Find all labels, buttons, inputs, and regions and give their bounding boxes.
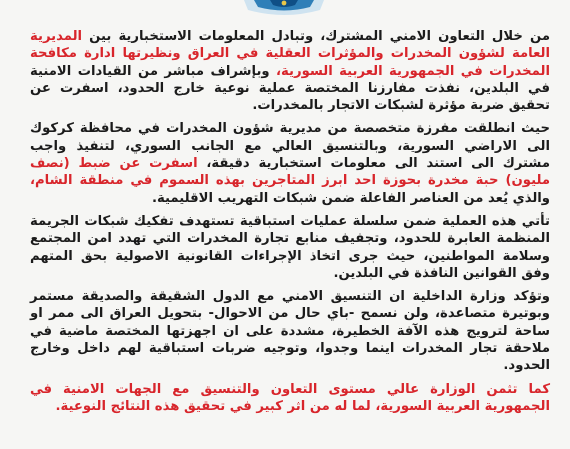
statement-paragraph	[30, 288, 550, 374]
highlighted-text: اسفرت عن ضبط (نصف مليون) حبة مخدرة بحوزة احد ابرز المتاجرين بهذه السموم في منطقة الشام،	[30, 156, 550, 189]
statement-paragraph	[30, 28, 550, 114]
body-text: من خلال التعاون الامني المشترك، وتبادل المعلومات الاستخبارية بين	[82, 29, 550, 44]
body-text: وبإشراف مباشر من القيادات الامنية في البلدين، نفذت مفارزنا المختصة عملية نوعية خارج الحدود، اسفرت عن تحقيق ضربة مؤثرة لشبكات الاتجار بالمخدرات.	[30, 63, 550, 114]
body-text: وتؤكد وزارة الداخلية ان التنسيق الامني مع الدول الشقيقة والصديقة مستمر وبوتيرة متصاعدة، ولن نسمح -باي حال من الاحوال- بتحويل العراق الى ممر او ساحة لترويج هذه الآفة الخطيرة، مشددة على ان اجهزتها المختصة ماضية في ملاحقة تجار المخدرات اينما وجدوا، وتوجيه ضربات استباقية لهم داخل وخارج الحدود.	[30, 289, 550, 374]
statement-paragraph	[30, 120, 550, 206]
body-text: تأتي هذه العملية ضمن سلسلة عمليات استباقية تستهدف تفكيك شبكات الجريمة المنظمة العابرة للحدود، وتجفيف منابع تجارة المخدرات التي تهدد امن المجتمع وسلامة المواطنين، حيث جرى اتخاذ الإجراءات القانونية الاصولية بحق المتهم وفق القوانين النافذة في البلدين.	[30, 213, 550, 281]
highlighted-text: المديرية العامة لشؤون المخدرات والمؤثرات العقلية في العراق ونظيرتها ادارة مكافحة المخدرات في الجمهورية العربية السورية،	[30, 29, 550, 79]
body-text: حيث انطلقت مفرزة متخصصة من مديرية شؤون المخدرات في محافظة كركوك الى الاراضي السورية، وبالتنسيق العالي مع الجانب السوري، لتنفيذ واجب مشترك الى استند الى معلومات استخبارية دقيقة،	[30, 121, 551, 172]
statement-paragraph	[30, 213, 550, 282]
press-statement	[30, 28, 550, 421]
statement-paragraph	[30, 381, 550, 416]
ministry-emblem-icon	[240, 0, 328, 16]
body-text: والذي يُعد من العناصر الفاعلة ضمن شبكات التهريب الاقليمية.	[152, 190, 550, 206]
highlighted-text: كما تثمن الوزارة عالي مستوى التعاون والتنسيق مع الجهات الامنية في الجمهورية العربية السورية، لما له من اثر كبير في تحقيق هذه النتائج النوعية.	[30, 381, 550, 414]
